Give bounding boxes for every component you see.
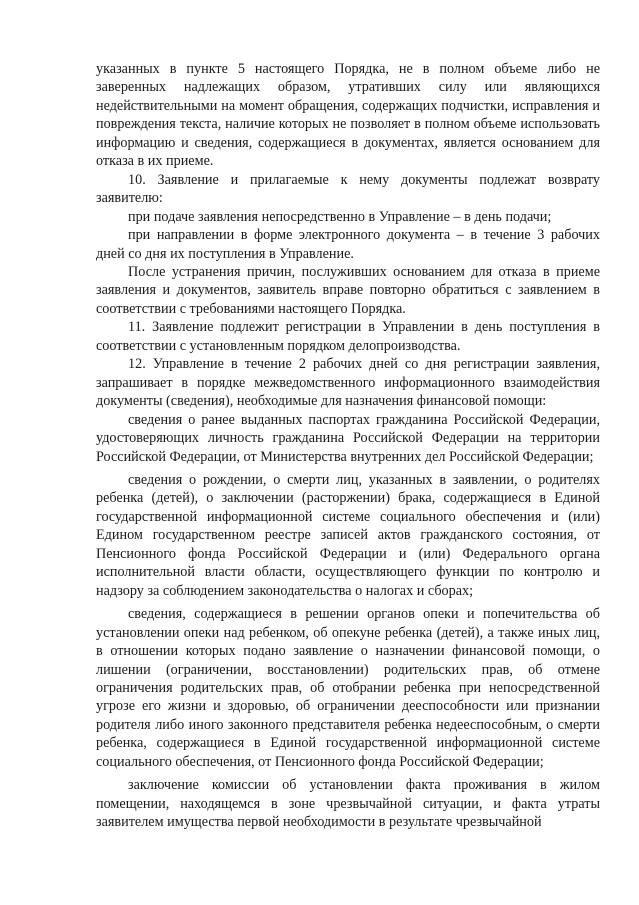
- paragraph-civil-status-info: сведения о рождении, о смерти лиц, указанных в заявлении, о родителях ребенка (детей), о заключении (расторжении) брака, содержащиеся в Единой государственной информационной системе социального обеспечения и (или) Едином государственном реестре записей актов гражданского состояния, от Пенсионного фонда Российской Федерации и (или) Федерального органа исполнительной власти области, осуществляющего функции по контролю и надзору за соблюдением законодательства о налогах и сборах;: [96, 471, 600, 599]
- paragraph-continuation: указанных в пункте 5 настоящего Порядка, не в полном объеме либо не заверенных надлежащих образом, утративших силу или являющихся недействительными на момент обращения, содержащих подчистки, исправления и повреждения текста, наличие которых не позволяет в полном объеме использовать информацию и сведения, содержащиеся в документах, является основанием для отказа в их приеме.: [96, 61, 600, 170]
- paragraph-electronic-submission: при направлении в форме электронного документа – в течение 3 рабочих дней со дня их поступления в Управление.: [96, 227, 600, 262]
- paragraph-item-11: 11. Заявление подлежит регистрации в Управлении в день поступления в соответствии с установленным порядком делопроизводства.: [96, 319, 600, 354]
- paragraph-item-10: 10. Заявление и прилагаемые к нему документы подлежат возврату заявителю:: [96, 171, 600, 207]
- document-page: [96, 60, 600, 832]
- paragraph-item-12: 12. Управление в течение 2 рабочих дней со дня регистрации заявления, запрашивает в порядке межведомственного информационного взаимодействия документы (сведения), необходимые для назначения финансовой помощи:: [96, 356, 600, 410]
- paragraph-direct-submission: при подаче заявления непосредственно в Управление – в день подачи;: [128, 208, 552, 225]
- paragraph-passport-info: сведения о ранее выданных паспортах гражданина Российской Федерации, удостоверяющих личность гражданина Российской Федерации на территории Российской Федерации, от Министерства внутренних дел Российской Федерации;: [96, 411, 600, 465]
- paragraph-guardianship-info: сведения, содержащиеся в решении органов опеки и попечительства об установлении опеки над ребенком, об опекуне ребенка (детей), а также иных лиц, в отношении которых подано заявление о назначении финансовой помощи, о лишении (ограничении, восстановлении) родительских прав, об отмене ограничения родительских прав, об отобрании ребенка при непосредственной угрозе его жизни и здоровью, об ограничении дееспособности или признании родителя либо иного законного представителя ребенка недееспособным, о смерти ребенка, содержащиеся в Единой государственной информационной системе социального обеспечения, от Пенсионного фонда Российской Федерации;: [96, 606, 600, 770]
- paragraph-resubmission: После устранения причин, послуживших основанием для отказа в приеме заявления и документов, заявитель вправе повторно обратиться с заявлением в соответствии с требованиями настоящего Порядка.: [96, 263, 600, 317]
- paragraph-commission-conclusion: заключение комиссии об установлении факта проживания в жилом помещении, находящемся в зоне чрезвычайной ситуации, и факта утраты заявителем имущества первой необходимости в результате чрезвычайной: [96, 777, 600, 831]
